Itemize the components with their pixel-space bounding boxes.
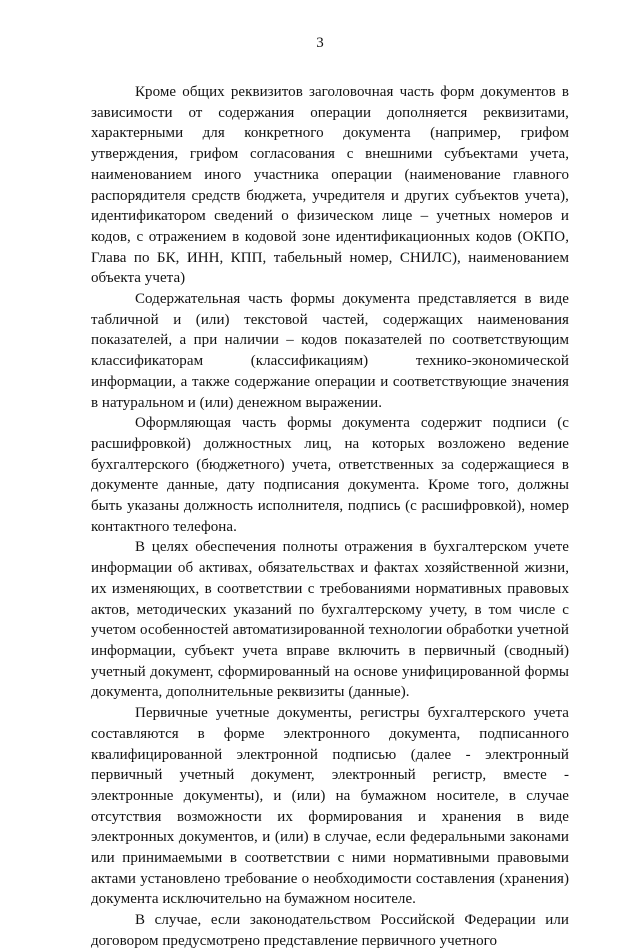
paragraph-additional-requisites: В целях обеспечения полноты отражения в бухгалтерском учете информации об активах, обязательствах и фактах хозяйственной жизни, их изменяющих, в соответствии с требованиями нормативных правовых актов, методических указаний по бухгалтерскому учету, в том числе с учетом особенностей автоматизированной технологии обработки учетной информации, субъект учета вправе включить в первичный (сводный) учетный документ, сформированный на основе унифицированной формы документа, дополнительные реквизиты (данные). [91, 539, 569, 701]
document-body [91, 82, 569, 952]
paragraph-header-requisites: Кроме общих реквизитов заголовочная часть форм документов в зависимости от содержания операции дополняется реквизитами, характерными для конкретного документа (например, грифом утверждения, грифом согласования с внешними субъектами учета, наименованием иного участника операции (наименование главного распорядителя средств бюджета, учредителя и других субъектов учета), идентификатором сведений о физическом лице – учетных номеров и кодов, с отражением в кодовой зоне идентификационных кодов (ОКПО, Глава по БК, ИНН, КПП, табельный номер, СНИЛС), наименованием объекта учета) [91, 84, 569, 287]
paragraph-signature-part: Оформляющая часть формы документа содержит подписи (с расшифровкой) должностных лиц, на которых возложено ведение бухгалтерского (бюджетного) учета, ответственных за содержащиеся в документе данные, дату подписания документа. Кроме того, должны быть указаны должность исполнителя, подпись (с расшифровкой), номер контактного телефона. [91, 415, 569, 535]
paragraph-electronic-documents: Первичные учетные документы, регистры бухгалтерского учета составляются в форме электронного документа, подписанного квалифицированной электронной подписью (далее - электронный первичный учетный документ, электронный регистр, вместе - электронные документы), и (или) на бумажном носителе, в случае отсутствия возможности их формирования и хранения в виде электронных документов, и (или) в случае, если федеральными законами или принимаемыми в соответствии с ними нормативными правовыми актами установлено требование о необходимости составления (хранения) документа исключительно на бумажном носителе. [91, 705, 569, 908]
paragraph-content-part: Содержательная часть формы документа представляется в виде табличной и (или) текстовой частей, содержащих наименования показателей, а при наличии – кодов показателей по соответствующим классификаторам (классификациям) технико-экономической информации, а также содержание операции и соответствующие значения в натуральном и (или) денежном выражении. [91, 291, 569, 411]
page-number: 3 [316, 35, 324, 51]
paragraph-legislation-case: В случае, если законодательством Российской Федерации или договором предусмотрено представление первичного учетного [91, 912, 569, 949]
